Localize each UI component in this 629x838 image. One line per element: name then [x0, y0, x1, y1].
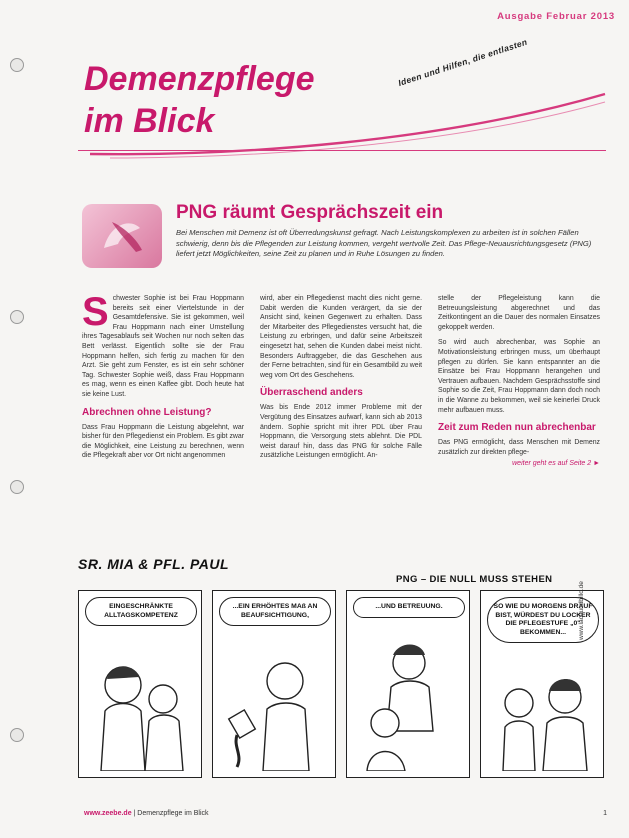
article-lead: Bei Menschen mit Demenz ist oft Überredungskunst gefragt. Nach Leistungskomplexen zu arbeiten ist in solchen Fällen schwierig, denn bis die Pflegenden zur Leistung kommen, vergeht wertvolle Zeit. Das Pflege-Neuausrichtungsgesetz (PNG) liefert jetzt Möglichkeiten, seine Zeit zu planen und in Ruhe Lösungen zu finden.: [176, 228, 592, 259]
header-divider: [78, 150, 606, 151]
comic-logo: SR. MIA & PFL. PAUL: [78, 556, 230, 572]
article-column-1: [82, 290, 245, 461]
comic-panel-4: [480, 590, 604, 778]
drop-cap: S: [82, 290, 109, 334]
pink-swoosh: [90, 92, 610, 162]
footer-website-link[interactable]: www.zeebe.de: [84, 810, 132, 817]
speech-bubble-1: EINGESCHRÄNKTE ALLTAGSKOMPETENZ: [85, 597, 197, 626]
tagline: Ideen und Hilfen, die entlasten: [396, 36, 529, 88]
punch-hole: [10, 728, 24, 742]
page-number: 1: [603, 810, 607, 817]
issue-label: Ausgabe Februar 2013: [497, 11, 615, 22]
comic-strip: [78, 556, 606, 780]
speech-bubble-4: SO WIE DU MORGENS DRAUF BIST, WÜRDEST DU LOCKER DIE PFLEGESTUFE „0" BEKOMMEN...: [487, 597, 599, 643]
speech-bubble-3: ...UND BETREUUNG.: [353, 597, 465, 618]
column-3-text-3: Das PNG ermöglicht, dass Menschen mit Demenz zusätzlich zur direkten pflege-: [438, 439, 600, 456]
punch-hole: [10, 310, 24, 324]
subheading-abrechnen: Abrechnen ohne Leistung?: [82, 406, 212, 418]
comic-title: PNG – DIE NULL MUSS STEHEN: [396, 574, 553, 585]
column-3-text: stelle der Pflegeleistung kann die Betreuungsleistung abgerechnet und das Zeitkontingent an die Dauer des normalen Einsatzes gekoppelt werden.: [438, 295, 600, 331]
subheading-zeit: Zeit zum Reden nun abrechenbar: [438, 422, 596, 434]
cartoon-nurse-figure: [93, 651, 189, 771]
column-1-text: chwester Sophie ist bei Frau Hoppmann bereits seit einer Viertelstunde in der Gesamtdefensive. Sie ist gekommen, weil Frau Hoppmann nach einer Umstellung ihres Tagesablaufs seit Wochen nur noch selten das Bett verlässt. Eigentlich sollte sie der Frau Hoppmann helfen, sich fertig zu machen für den Arzt. Sie geht zum Fenster, es ist ein sehr schöner Tag. Schwester Sophie weiß, dass Frau Hoppmann es mag, wenn es einen Kaffee gibt. Doch heute hat sie keine Lust.: [82, 295, 244, 398]
comic-panel-1: [78, 590, 202, 778]
cartoon-care-figures: [357, 641, 459, 771]
comic-panel-2: [212, 590, 336, 778]
column-1-text-2: Dass Frau Hoppmann die Leistung abgelehnt, war bisher für den Pflegedienst ein Problem. Es gibt zwar die Möglichkeit, eine Leistung zu berechnen, wenn die Pflegekraft aber vor Ort nicht angenommen: [82, 423, 245, 460]
punch-hole: [10, 480, 24, 494]
article-column-3: [438, 294, 600, 469]
article-column-2: [260, 294, 422, 461]
footer: [84, 810, 209, 817]
title-line-1: Demenzpflege: [84, 60, 315, 98]
column-3-text-2: So wird auch abrechenbar, was Sophie an Motivationsleistung erbringen muss, um überhaupt pflegen zu dürfen. Sie kann entspannter an die Einsätze bei Frau Hoppmann herangehen und Vertrauen aufbauen. Nachdem Gesprächsstoffe sind Sophie so die Zeit, Frau Hoppmann dann doch noch in die Wanne zu bekommen, weil sie keinerlei Druck mehr aufbauen muss.: [438, 339, 600, 414]
cartoon-spill-figure: [223, 651, 325, 771]
subheading-ueberraschend: Überraschend anders: [260, 387, 363, 399]
comic-credit: www.lachundbillo.de: [578, 581, 585, 640]
continued-link[interactable]: weiter geht es auf Seite 2 ►: [512, 460, 600, 468]
title-line-2: im Blick: [84, 102, 215, 140]
column-2-text-2: Was bis Ende 2012 immer Probleme mit der Vergütung des Einsatzes aufwarf, kann sich ab 2013 ändern. Sophie spricht mit ihrer PDL über Frau Hoppmann, die Versorgung stets ablehnt. Die PDL weist darauf hin, dass das PNG für solche Fälle zusätzliche Leistungen ermöglicht. An-: [260, 404, 422, 460]
comic-panel-3: [346, 590, 470, 778]
punch-hole: [10, 58, 24, 72]
article-headline: PNG räumt Gesprächszeit ein: [176, 202, 444, 223]
awareness-ribbon-icon: [82, 204, 162, 268]
cartoon-bed-figures: [489, 667, 595, 771]
column-2-text: wird, aber ein Pflegedienst macht dies nicht gerne. Dabit werden die Kunden verärgert, da sie der Ansicht sind, keinen Gegenwert zu erhalten. Dass der Mitarbeiter des Pflegedienstes versucht hat, die Leistung zu erbringen, und dafür seine Arbeitszeit eingesetzt hat, sehen die Kunden dabei meist nicht. Besonders Auftraggeber, die das Geschehen aus der Ferne betrachten, sind für ein Gesamtbild zu weit weg vom Ort des Geschehens.: [260, 295, 423, 379]
speech-bubble-2: ...EIN ERHÖHTES MAß AN BEAUFSICHTIGUNG,: [219, 597, 331, 626]
footer-text: | Demenzpflege im Blick: [133, 810, 209, 817]
